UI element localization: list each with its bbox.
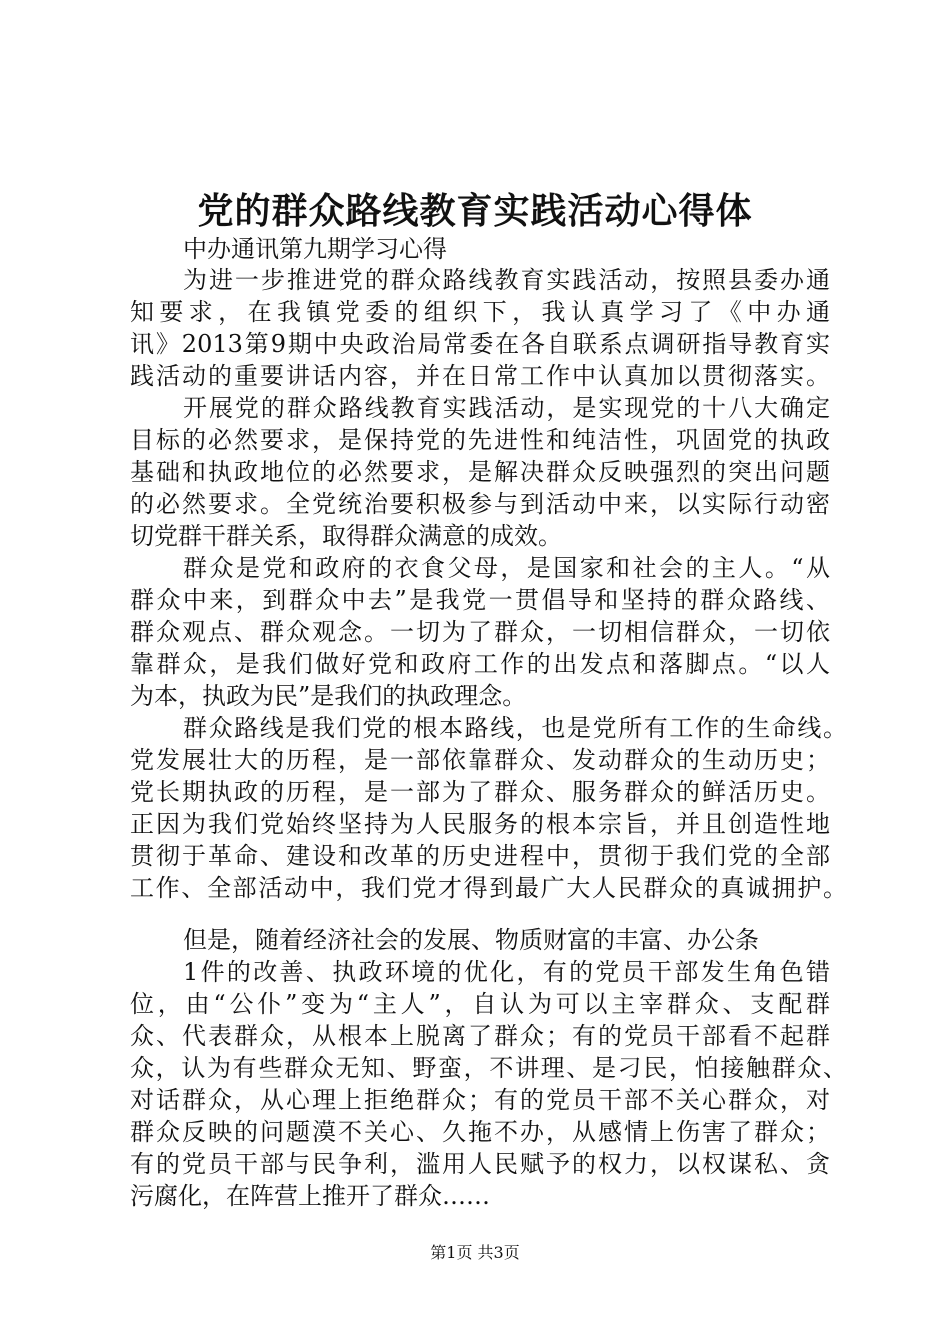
text-line: 1件的改善、执政环境的优化，有的党员干部发生角色错 xyxy=(183,958,830,986)
text-line: 知要求，在我镇党委的组织下，我认真学习了《中办通 xyxy=(130,298,830,326)
text-line: 党长期执政的历程，是一部为了群众、服务群众的鲜活历史。 xyxy=(130,778,830,806)
text-line: 贯彻于革命、建设和改革的历史进程中，贯彻于我们党的全部 xyxy=(130,842,830,870)
text-line: 为进一步推进党的群众路线教育实践活动，按照县委办通 xyxy=(183,266,830,294)
text-line: 群众路线是我们党的根本路线，也是党所有工作的生命线。 xyxy=(183,714,847,742)
text-line: 切党群干群关系，取得群众满意的成效。 xyxy=(130,522,562,550)
text-line: 为本，执政为民”是我们的执政理念。 xyxy=(130,682,527,710)
page-title: 党的群众路线教育实践活动心得体 xyxy=(197,190,753,232)
text-line: 工作、全部活动中，我们党才得到最广大人民群众的真诚拥护。 xyxy=(130,874,847,902)
text-line: 众，认为有些群众无知、野蛮，不讲理、是刁民，怕接触群众、 xyxy=(130,1054,847,1082)
text-line: 党发展壮大的历程，是一部依靠群众、发动群众的生动历史； xyxy=(130,746,830,774)
text-line: 污腐化，在阵营上推开了群众…… xyxy=(130,1182,490,1210)
text-line: 众、代表群众，从根本上脱离了群众；有的党员干部看不起群 xyxy=(130,1022,830,1050)
text-line: 群众中来，到群众中去”是我党一贯倡导和坚持的群众路线、 xyxy=(130,586,830,614)
text-line: 讯》2013第9期中央政治局常委在各自联系点调研指导教育实 xyxy=(130,330,830,358)
text-line: 基础和执政地位的必然要求，是解决群众反映强烈的突出问题 xyxy=(130,458,830,486)
subtitle: 中办通讯第九期学习心得 xyxy=(183,235,447,263)
text-line: 但是，随着经济社会的发展、物质财富的丰富、办公条 xyxy=(183,926,759,954)
text-line: 位，由“公仆”变为“主人”，自认为可以主宰群众、支配群 xyxy=(130,990,830,1018)
text-line: 群众反映的问题漠不关心、久拖不办，从感情上伤害了群众； xyxy=(130,1118,830,1146)
text-line: 有的党员干部与民争利，滥用人民赋予的权力，以权谋私、贪 xyxy=(130,1150,830,1178)
text-line: 对话群众，从心理上拒绝群众；有的党员干部不关心群众，对 xyxy=(130,1086,830,1114)
text-line: 靠群众，是我们做好党和政府工作的出发点和落脚点。“以人 xyxy=(130,650,830,678)
text-line: 目标的必然要求，是保持党的先进性和纯洁性，巩固党的执政 xyxy=(130,426,830,454)
text-line: 群众是党和政府的衣食父母，是国家和社会的主人。“从 xyxy=(183,554,830,582)
text-line: 群众观点、群众观念。一切为了群众，一切相信群众，一切依 xyxy=(130,618,830,646)
text-line: 践活动的重要讲话内容，并在日常工作中认真加以贯彻落实。 xyxy=(130,362,830,390)
text-line: 正因为我们党始终坚持为人民服务的根本宗旨，并且创造性地 xyxy=(130,810,830,838)
text-line: 的必然要求。全党统治要积极参与到活动中来，以实际行动密 xyxy=(130,490,830,518)
page-number: 第1页 共3页 xyxy=(430,1243,520,1262)
text-line: 开展党的群众路线教育实践活动，是实现党的十八大确定 xyxy=(183,394,830,422)
